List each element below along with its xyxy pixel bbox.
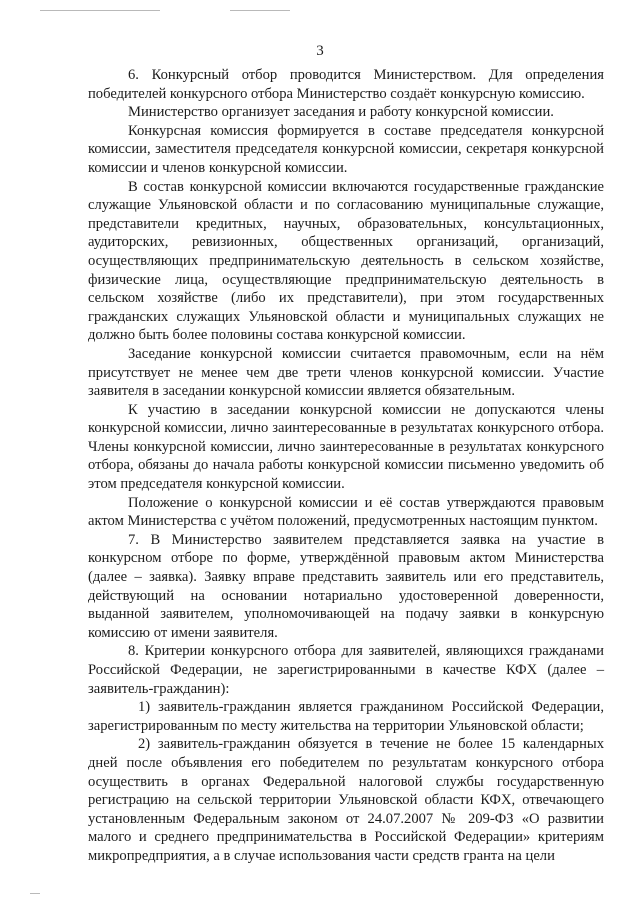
page-number: 3 (316, 43, 324, 59)
paragraph-6-quorum: Заседание конкурсной комиссии считается правомочным, если на нём присутствует не менее чем две трети членов конкурсной комиссии. Участие заявителя в заседании конкурсной комиссии является обязательным. (88, 345, 604, 400)
paragraph-6: 6. Конкурсный отбор проводится Министерством. Для определения победителей конкурсного отбора Министерство создаёт конкурсную комиссию. (88, 67, 604, 102)
paragraph-6-conflict: К участию в заседании конкурсной комиссии не допускаются члены конкурсной комиссии, лично заинтересованные в результатах конкурсного отбора. Члены конкурсной комиссии, лично заинтересованные в результатах конкурсного отбора, обязаны до начала работы конкурсной комиссии письменно уведомить об этом председателя конкурсной комиссии. (88, 401, 604, 493)
paragraph-6-regulation: Положение о конкурсной комиссии и её состав утверждаются правовым актом Министерства с учётом положений, предусмотренных настоящим пунктом. (88, 494, 604, 530)
paragraph-6-organization: Министерство организует заседания и работу конкурсной комиссии. (128, 104, 554, 121)
scan-artifact (40, 10, 160, 11)
paragraph-7: 7. В Министерство заявителем представляется заявка на участие в конкурсном отборе по форме, утверждённой правовым актом Министерства (далее – заявка). Заявку вправе представить заявитель или его представитель, действующий на основании нотариально удостоверенной доверенности, выданной заявителем, уполномочивающей на подачу заявки в конкурсную комиссию от имени заявителя. (88, 531, 604, 641)
paragraph-8: 8. Критерии конкурсного отбора для заявителей, являющихся гражданами Российской Федерации, не зарегистрированными в качестве КФХ (далее – заявитель-гражданин): (88, 643, 604, 697)
criterion-1: 1) заявитель-гражданин является гражданином Российской Федерации, зарегистрированным по месту жительства на территории Ульяновской области; (88, 699, 604, 734)
scan-artifact (230, 10, 290, 11)
criterion-2: 2) заявитель-гражданин обязуется в течение не более 15 календарных дней после объявления его победителем по результатам конкурсного отбора осуществить в органах Федеральной налоговой службы государственную регистрацию на сельской территории Ульяновской области КФХ, отвечающего установленным Федеральным законом от 24.07.2007 № 209-ФЗ «О развитии малого и среднего предпринимательства в Российской Федерации» критериям микропредприятия, а в случае использования части средств гранта на цели (88, 736, 604, 864)
paragraph-6-composition: Конкурсная комиссия формируется в составе председателя конкурсной комиссии, заместителя председателя конкурсной комиссии, секретаря конкурсной комиссии и членов конкурсной комиссии. (88, 122, 604, 176)
paragraph-6-members: В состав конкурсной комиссии включаются государственные гражданские служащие Ульяновской области и по согласованию муниципальные служащие, представители кредитных, научных, образовательных, консультационных, аудиторских, ревизионных, общественных организаций, организаций, осуществляющих предпринимательскую деятельность в сельском хозяйстве, физические лица, осуществляющие предпринимательскую деятельность в сельском хозяйстве (либо их представители), при этом государственных гражданских служащих Ульяновской области и муниципальных служащих не должно быть более половины состава конкурсной комиссии. (88, 178, 604, 344)
scan-artifact (30, 893, 40, 894)
document-body (88, 66, 604, 866)
